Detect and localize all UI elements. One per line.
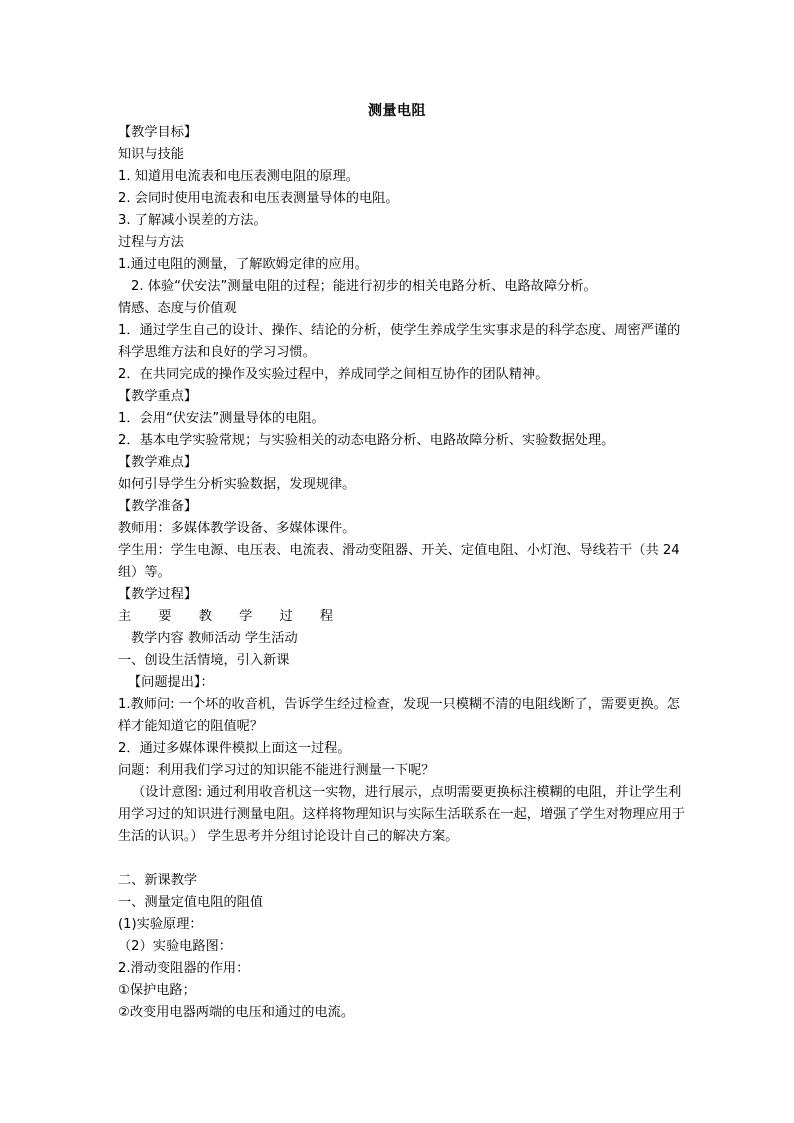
section-heading-preparation: 【教学准备】 — [118, 499, 198, 514]
list-item: 2．在共同完成的操作及实验过程中，养成同学之间相互协作的团队精神。 — [118, 367, 549, 382]
paragraph: 如何引导学生分析实验数据，发现规律。 — [118, 477, 356, 492]
subheading-knowledge-skills: 知识与技能 — [118, 147, 184, 162]
list-item: 2．基本电学实验常规；与实验相关的动态电路分析、电路故障分析、实验数据处理。 — [118, 433, 615, 448]
subheading-intro: 一、创设生活情境，引入新课 — [118, 653, 290, 668]
list-item: 3. 了解减小误差的方法。 — [118, 213, 267, 228]
list-item: (1)实验原理： — [118, 917, 203, 932]
list-item: 1.通过电阻的测量，了解欧姆定律的应用。 — [118, 257, 368, 272]
subheading-new-lesson: 二、新课教学 — [118, 873, 198, 888]
subheading-question: 【问题提出】： — [128, 675, 214, 690]
paragraph: 问题：利用我们学习过的知识能不能进行测量一下呢？ — [118, 763, 435, 778]
subheading-measure-resistor: 一、测量定值电阻的阻值 — [118, 895, 264, 910]
list-item: 2. 会同时使用电流表和电压表测量导体的电阻。 — [118, 191, 399, 206]
table-header-text: 教学内容 教师活动 学生活动 — [131, 631, 298, 646]
blank-line — [118, 848, 688, 870]
list-item: 1．会用“伏安法”测量导体的电阻。 — [118, 411, 325, 426]
subheading-process-methods: 过程与方法 — [118, 235, 184, 250]
paragraph-design-intent: （设计意图: 通过利用收音机这一实物，进行展示，点明需要更换标注模糊的电阻，并让学生利用学习过的知识进行测量电阻。这样将物理知识与实际生活联系在一起，增强了学生对物理应用于生活的认识。） 学生思考并分组讨论设计自己的解决方案。 — [118, 785, 686, 844]
list-item: ①保护电路； — [118, 983, 196, 998]
list-item: 2. 体验“伏安法”测量电阻的过程；能进行初步的相关电路分析、电路故障分析。 — [131, 279, 597, 294]
paragraph: 1.教师问: 一个坏的收音机，告诉学生经过检查，发现一只模糊不清的电阻线断了，需要更换。怎样才能知道它的阻值呢？ — [118, 697, 680, 734]
section-heading-difficulties: 【教学难点】 — [118, 455, 198, 470]
section-heading-objectives: 【教学目标】 — [118, 125, 198, 140]
list-item: 2．通过多媒体课件模拟上面这一过程。 — [118, 741, 351, 756]
list-item: 2.滑动变阻器的作用： — [118, 961, 250, 976]
document-body — [118, 122, 688, 1024]
list-item: 1. 知道用电流表和电压表测电阻的原理。 — [118, 169, 359, 184]
section-heading-process: 【教学过程】 — [118, 587, 198, 602]
subheading-main-process: 主 要 教 学 过 程 — [118, 609, 345, 624]
page-title: 测量电阻 — [368, 103, 426, 119]
subheading-emotion-values: 情感、态度与价值观 — [118, 301, 237, 316]
paragraph: 教师用：多媒体教学设备、多媒体课件。 — [118, 521, 356, 536]
list-item: （2）实验电路图： — [118, 939, 232, 954]
paragraph: 1．通过学生自己的设计、操作、结论的分析，使学生养成学生实事求是的科学态度、周密严谨的科学思维方法和良好的学习习惯。 — [118, 323, 681, 360]
paragraph: 学生用：学生电源、电压表、电流表、滑动变阻器、开关、定值电阻、小灯泡、导线若干（共 24 组）等。 — [118, 543, 680, 580]
section-heading-key-points: 【教学重点】 — [118, 389, 198, 404]
list-item: ②改变用电器两端的电压和通过的电流。 — [118, 1005, 355, 1020]
